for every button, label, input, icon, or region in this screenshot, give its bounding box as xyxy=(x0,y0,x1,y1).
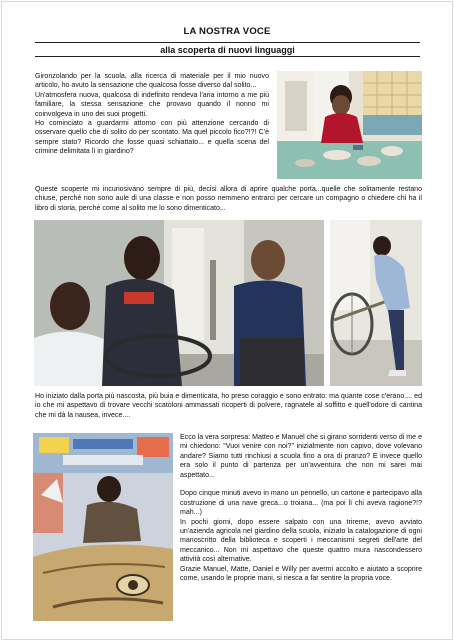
photo-painting-ship xyxy=(33,433,173,621)
paragraph-8: In pochi giorni, dopo essere salpato con una trireme, avevo avviato un'azienda agricola nel giardino della scuola, iniziato la catalogazione di ogni manoscritto della biblioteca e scoperti i meccanismi segreti dell'arte del meccanico... Non mi aspettavo che queste quattro mura nascondessero attività così alternative. xyxy=(180,518,422,564)
paragraph-2: Un'atmosfera nuova, qualcosa di indefinito rendeva l'aria intorno a me più familiare, la stessa sensazione che provavo quando il nonno mi coinvolgeva in uno dei suoi progetti. xyxy=(35,91,269,118)
paragraph-3: Ho cominciato a guardarmi attorno con più attenzione cercando di osservare quello che di solito do per scontato. Ma quel piccolo fico?!?! C'è sempre stato? Ricordo che fosse quasi schiattato... e quella scena del crimine delimitata lì in giardino? xyxy=(35,120,269,156)
page-subtitle: alla scoperta di nuovi linguaggi xyxy=(35,42,420,57)
paragraph-5: Ho iniziato dalla porta più nascosta, più buia e dimenticata, ho preso coraggio e sono entrato: ma quante cose c'erano.... ed io che mi aspettavo di trovare vecchi scatoloni ammassati ricoperti di polvere, ragnatele al soffitto e quell'odore di cantina che mi dà la nausea, invece.... xyxy=(35,393,422,419)
photo-boy-at-table xyxy=(277,71,422,179)
paragraph-1: Gironzolando per la scuola, alla ricerca di materiale per il mio nuovo articolo, ho avuto la sensazione che qualcosa fosse diverso dal solito... xyxy=(35,73,269,90)
photo-boy-fixing-bicycle xyxy=(330,220,422,386)
photo-boys-with-wheel xyxy=(34,220,324,386)
curiosity-text xyxy=(35,185,422,213)
paragraph-7: Dopo cinque minuti avevo in mano un pennello, un cartone e partecipavo alla costruzione di una nave greca...o troiana... (ma poi lì chi aveva ragione?!?mah...) xyxy=(180,490,422,517)
paragraph-6: Ecco la vera sorpresa: Matteo e Manuel che si girano sorridenti verso di me e mi chiedono: "Vuoi venire con noi?" inizialmente non capivo, dove volevano andare? Siamo tutti rinchiusi a scuola fino a ora di pranzo? E invece quello era solo il punto di partenza per un'avventura che non mi sarei mai aspettato... xyxy=(180,434,422,479)
paragraph-9: Grazie Manuel, Matte, Daniel e Willy per avermi accolto e aiutato a scoprire come, usando le proprie mani, si riesca a far sentire la propria voce. xyxy=(180,565,422,583)
adventure-text xyxy=(180,433,422,583)
discovery-text xyxy=(35,392,422,420)
page-title: LA NOSTRA VOCE xyxy=(183,26,271,37)
paragraph-4: Queste scoperte mi incuriosivano sempre di più, decisi allora di aprire qualche porta...quelle che solitamente restano chiuse, perché non sono aule di una classe e non posso nemmeno entrarci per cercare un compagno o chiedere chi ha il libro di storia, perché come al solito me lo sono dimenticato... xyxy=(35,186,422,212)
intro-text xyxy=(35,72,269,157)
